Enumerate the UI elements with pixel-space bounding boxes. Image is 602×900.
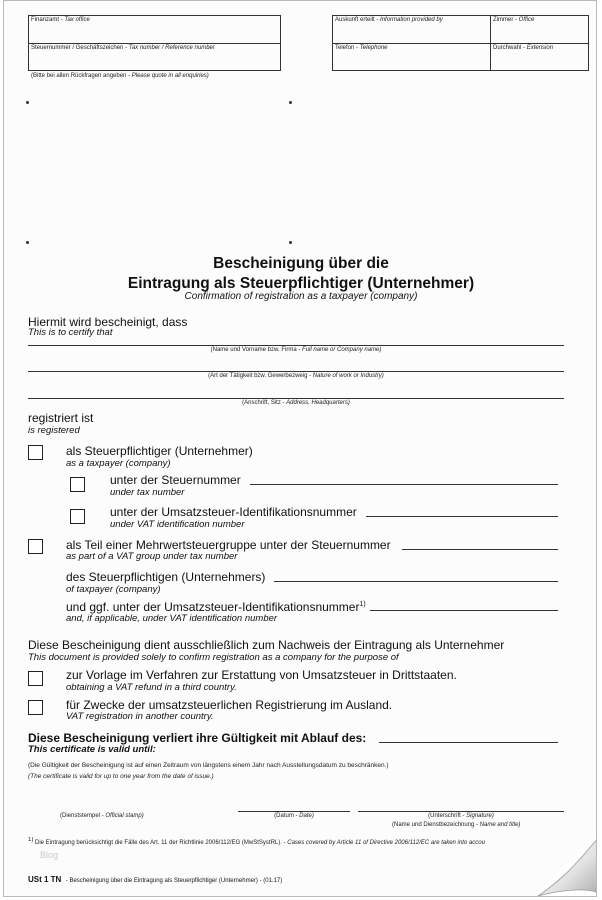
- footnote-marker: 1): [28, 837, 34, 843]
- opt2c-footnote-ref: 1): [359, 601, 366, 608]
- date-label-de: (Datum -: [274, 813, 300, 819]
- taxpayer-checkbox[interactable]: [28, 445, 43, 460]
- tax-office-label: [31, 17, 90, 23]
- office-label-en: Office: [518, 17, 535, 23]
- tax-office-divider: [28, 43, 281, 44]
- quote-note: [31, 73, 209, 79]
- registered-de: registriert ist: [28, 411, 94, 425]
- vat-id-field[interactable]: [366, 516, 558, 517]
- p1-de: zur Vorlage im Verfahren zur Erstattung von Umsatzsteuer in Drittstaaten.: [66, 668, 457, 682]
- p2-de: für Zwecke der umsatzsteuerlichen Registrierung im Ausland.: [66, 698, 393, 712]
- purpose-en: This document is provided solely to confirm registration as a company for the purpose of: [28, 652, 399, 663]
- opt1-de: als Steuerpflichtiger (Unternehmer): [66, 444, 253, 458]
- name-line-label-de: (Name und Vorname bzw. Firma -: [210, 347, 302, 353]
- signature-field[interactable]: [358, 811, 564, 812]
- extension-label-de: Durchwahl -: [493, 45, 527, 51]
- validity-de: Diese Bescheinigung verliert ihre Gültigkeit mit Ablauf des:: [28, 731, 367, 745]
- validity-en: This certificate is valid until:: [28, 744, 156, 755]
- activity-line-label-en: Nature of work or Industry): [312, 373, 384, 379]
- certify-de: Hiermit wird bescheinigt, dass: [28, 315, 188, 329]
- purpose-de: Diese Bescheinigung dient ausschließlich zum Nachweis der Eintragung als Unternehmer: [28, 638, 505, 652]
- form-id: [28, 869, 282, 887]
- opt1-en: as a taxpayer (company): [66, 458, 171, 469]
- activity-line-label: [28, 373, 564, 379]
- form-page: [3, 0, 597, 897]
- opt2-de: als Teil einer Mehrwertsteuergruppe unter der Steuernummer: [66, 538, 391, 552]
- stamp-label-de: (Dienststempel -: [60, 813, 106, 819]
- name-title-label-de: (Name und Dienstbezeichnung -: [392, 822, 480, 828]
- form-description: - Bescheinigung über die Eintragung als Steuerpflichtiger (Unternehmer) - (01.17): [65, 878, 283, 884]
- name-line-label: [28, 347, 564, 353]
- activity-line: [28, 371, 564, 372]
- signature-label-en: Signature): [466, 813, 494, 819]
- validity-note-de: (Die Gültigkeit der Bescheinigung ist auf einen Zeitraum von längstens einem Jahr nach Ausstellungsdatum zu beschränken.): [28, 762, 389, 769]
- tax-number-field[interactable]: [250, 484, 558, 485]
- extension-label-en: Extension: [526, 45, 554, 51]
- group-vat-id-field[interactable]: [370, 610, 558, 611]
- signature-label: [358, 813, 564, 819]
- name-title-label-en: Name and title): [479, 822, 521, 828]
- date-label-en: Date): [299, 813, 314, 819]
- info-provided-label-en: Information provided by: [380, 17, 443, 23]
- title-line1: Bescheinigung über die: [213, 255, 389, 272]
- office-label: [493, 17, 534, 23]
- address-line-label-en: Address, Headquarters): [286, 400, 350, 406]
- vat-group-tax-number-field[interactable]: [402, 549, 558, 550]
- activity-line-label-de: (Art der Tätigkeit bzw. Gewerbezweig -: [208, 373, 313, 379]
- tax-number-label: [31, 45, 215, 51]
- address-mark-tr: [289, 101, 292, 104]
- address-line: [28, 398, 564, 399]
- group-taxpayer-field[interactable]: [274, 581, 558, 582]
- form-code: USt 1 TN: [28, 875, 62, 884]
- date-field[interactable]: [238, 811, 350, 812]
- valid-until-field[interactable]: [379, 742, 558, 743]
- registration-checkbox[interactable]: [28, 700, 43, 715]
- opt2c-de: [66, 600, 366, 614]
- address-line-label: [28, 400, 564, 406]
- vat-group-checkbox[interactable]: [28, 539, 43, 554]
- tax-number-label-de: Steuernummer / Geschäftszeichen -: [31, 45, 129, 51]
- registered-en: is registered: [28, 425, 80, 436]
- tax-office-label-de: Finanzamt -: [31, 17, 65, 23]
- info-provided-label: [335, 17, 443, 23]
- address-mark-br: [289, 241, 292, 244]
- sub2-de: unter der Umsatzsteuer-Identifikationsnummer: [110, 505, 357, 519]
- info-provided-label-de: Auskunft erteilt -: [335, 17, 381, 23]
- contact-vdivider: [490, 15, 491, 71]
- address-mark-tl: [26, 101, 29, 104]
- tax-number-label-en: Tax number / Reference number: [128, 45, 215, 51]
- tax-office-label-en: Tax office: [64, 17, 90, 23]
- title-subtitle: Confirmation of registration as a taxpayer (company): [184, 291, 418, 302]
- extension-label: [493, 45, 553, 51]
- signature-label-de: (Unterschrift -: [428, 813, 467, 819]
- name-line: [28, 345, 564, 346]
- footnote-text-de: Die Eintragung berücksichtigt die Fälle des Art. 11 der Richtlinie 2006/112/EG (MwStSystRL). -: [35, 840, 288, 846]
- sub2-en: under VAT identification number: [110, 519, 245, 530]
- vat-id-checkbox[interactable]: [70, 509, 85, 524]
- opt2c-text: und ggf. unter der Umsatzsteuer-Identifikationsnummer: [66, 600, 360, 614]
- quote-note-de: (Bitte bei allen Rückfragen angeben -: [31, 73, 132, 79]
- telephone-label-de: Telefon -: [335, 45, 360, 51]
- stamp-label: [60, 813, 144, 819]
- name-line-label-en: Full name or Company name): [302, 347, 382, 353]
- refund-checkbox[interactable]: [28, 671, 43, 686]
- title-line2: Eintragung als Steuerpflichtiger (Unternehmer): [127, 275, 475, 292]
- contact-divider: [332, 43, 589, 44]
- blog-watermark: Blog: [40, 850, 59, 860]
- certify-en: This is to certify that: [28, 327, 113, 338]
- address-mark-bl: [26, 241, 29, 244]
- sub1-de: unter der Steuernummer: [110, 473, 241, 487]
- opt2-en: as part of a VAT group under tax number: [66, 551, 238, 562]
- opt2c-en: and, if applicable, under VAT identification number: [66, 613, 278, 624]
- sub1-en: under tax number: [110, 487, 185, 498]
- footnote-text-en: Cases covered by Article 11 of Directive 2006/112/EC are taken into accou: [287, 840, 485, 846]
- page-curl-icon: [530, 830, 597, 897]
- validity-note-en: (The certificate is valid for up to one year from the date of issue.): [28, 773, 214, 780]
- quote-note-en: Please quote in all enquiries): [131, 73, 209, 79]
- address-line-label-de: (Anschrift, Sitz -: [242, 400, 287, 406]
- name-title-label: [392, 822, 520, 828]
- telephone-label-en: Telephone: [359, 45, 388, 51]
- stamp-label-en: Official stamp): [105, 813, 144, 819]
- opt2b-de: des Steuerpflichtigen (Unternehmers): [66, 570, 266, 584]
- office-label-de: Zimmer -: [493, 17, 519, 23]
- p2-en: VAT registration in another country.: [66, 711, 214, 722]
- opt2b-en: of taxpayer (company): [66, 584, 161, 595]
- telephone-label: [335, 45, 388, 51]
- footnote: [28, 837, 558, 846]
- date-label: [238, 813, 350, 819]
- p1-en: obtaining a VAT refund in a third country.: [66, 682, 237, 693]
- tax-number-checkbox[interactable]: [70, 477, 85, 492]
